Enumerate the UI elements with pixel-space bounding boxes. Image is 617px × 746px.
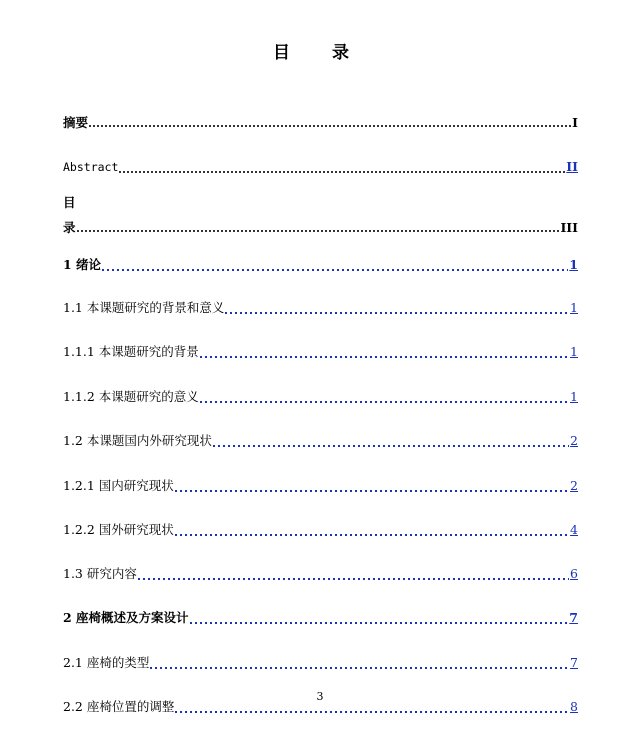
toc-entry-page: 7 xyxy=(570,655,578,670)
dot-leader xyxy=(200,401,569,403)
dot-leader xyxy=(175,711,569,713)
toc-entry-label: Abstract xyxy=(63,160,119,174)
toc-entry-label: 2 座椅概述及方案设计 xyxy=(63,610,189,625)
toc-entry-contents[interactable] xyxy=(63,220,578,236)
toc-entry-abstract-en[interactable] xyxy=(63,159,578,175)
toc-entry-page: 2 xyxy=(570,433,578,448)
page-title: 目 录 xyxy=(273,43,367,63)
toc-entry-label: 摘要 xyxy=(63,115,89,130)
toc-entry-page: 2 xyxy=(570,478,578,493)
toc-entry-page: 1 xyxy=(569,257,578,272)
toc-entry-page: II xyxy=(566,159,578,174)
toc-entry-page: 1 xyxy=(570,300,578,315)
toc-entry-label: 1 绪论 xyxy=(63,257,102,272)
toc-entry-ch1[interactable] xyxy=(63,257,578,273)
toc-entry-abstract-cn[interactable] xyxy=(63,115,578,131)
toc-entry-1-1-1[interactable] xyxy=(63,344,578,360)
dot-leader xyxy=(138,578,569,580)
toc-entry-page: 6 xyxy=(570,566,578,581)
toc-entry-page: 4 xyxy=(570,522,578,537)
toc-entry-label: 1.2.2 国外研究现状 xyxy=(63,522,174,537)
toc-entry-page: I xyxy=(572,115,578,130)
toc-entry-2-2[interactable] xyxy=(63,699,578,715)
toc-entry-1-2[interactable] xyxy=(63,433,578,449)
toc-entry-1-2-1[interactable] xyxy=(63,478,578,494)
toc-entry-label: 1.2 本课题国内外研究现状 xyxy=(63,433,212,448)
toc-entry-label: 1.1.1 本课题研究的背景 xyxy=(63,344,199,359)
dot-leader xyxy=(225,312,569,314)
toc-entry-1-2-2[interactable] xyxy=(63,522,578,538)
toc-entry-1-1-2[interactable] xyxy=(63,389,578,405)
toc-entry-page: 1 xyxy=(570,389,578,404)
dot-leader xyxy=(102,269,568,271)
dot-leader xyxy=(150,667,569,669)
toc-entry-label: 2.1 座椅的类型 xyxy=(63,655,150,670)
toc-entry-contents-top-char: 目 xyxy=(63,195,76,210)
toc-entry-1-1[interactable] xyxy=(63,300,578,316)
dot-leader xyxy=(200,356,569,358)
footer-page-number: 3 xyxy=(316,690,324,703)
toc-entry-label: 1.1.2 本课题研究的意义 xyxy=(63,389,199,404)
dot-leader xyxy=(175,490,569,492)
dot-leader xyxy=(175,534,569,536)
dot-leader xyxy=(77,230,560,232)
toc-entry-ch2[interactable] xyxy=(63,610,578,626)
toc-entry-label: 录 xyxy=(63,220,76,235)
dot-leader xyxy=(89,125,571,127)
toc-entry-label: 1.1 本课题研究的背景和意义 xyxy=(63,300,225,315)
toc-entry-label: 1.2.1 国内研究现状 xyxy=(63,478,174,493)
toc-entry-1-3[interactable] xyxy=(63,566,578,582)
toc-entry-page: III xyxy=(560,220,578,235)
dot-leader xyxy=(213,445,569,447)
toc-entry-label: 2.2 座椅位置的调整 xyxy=(63,699,175,714)
toc-entry-page: 1 xyxy=(570,344,578,359)
dot-leader xyxy=(119,171,565,173)
toc-entry-page: 8 xyxy=(570,699,578,714)
dot-leader xyxy=(190,622,569,624)
toc-entry-label: 1.3 研究内容 xyxy=(63,566,137,581)
toc-entry-page: 7 xyxy=(569,610,578,625)
toc-entry-2-1[interactable] xyxy=(63,655,578,671)
